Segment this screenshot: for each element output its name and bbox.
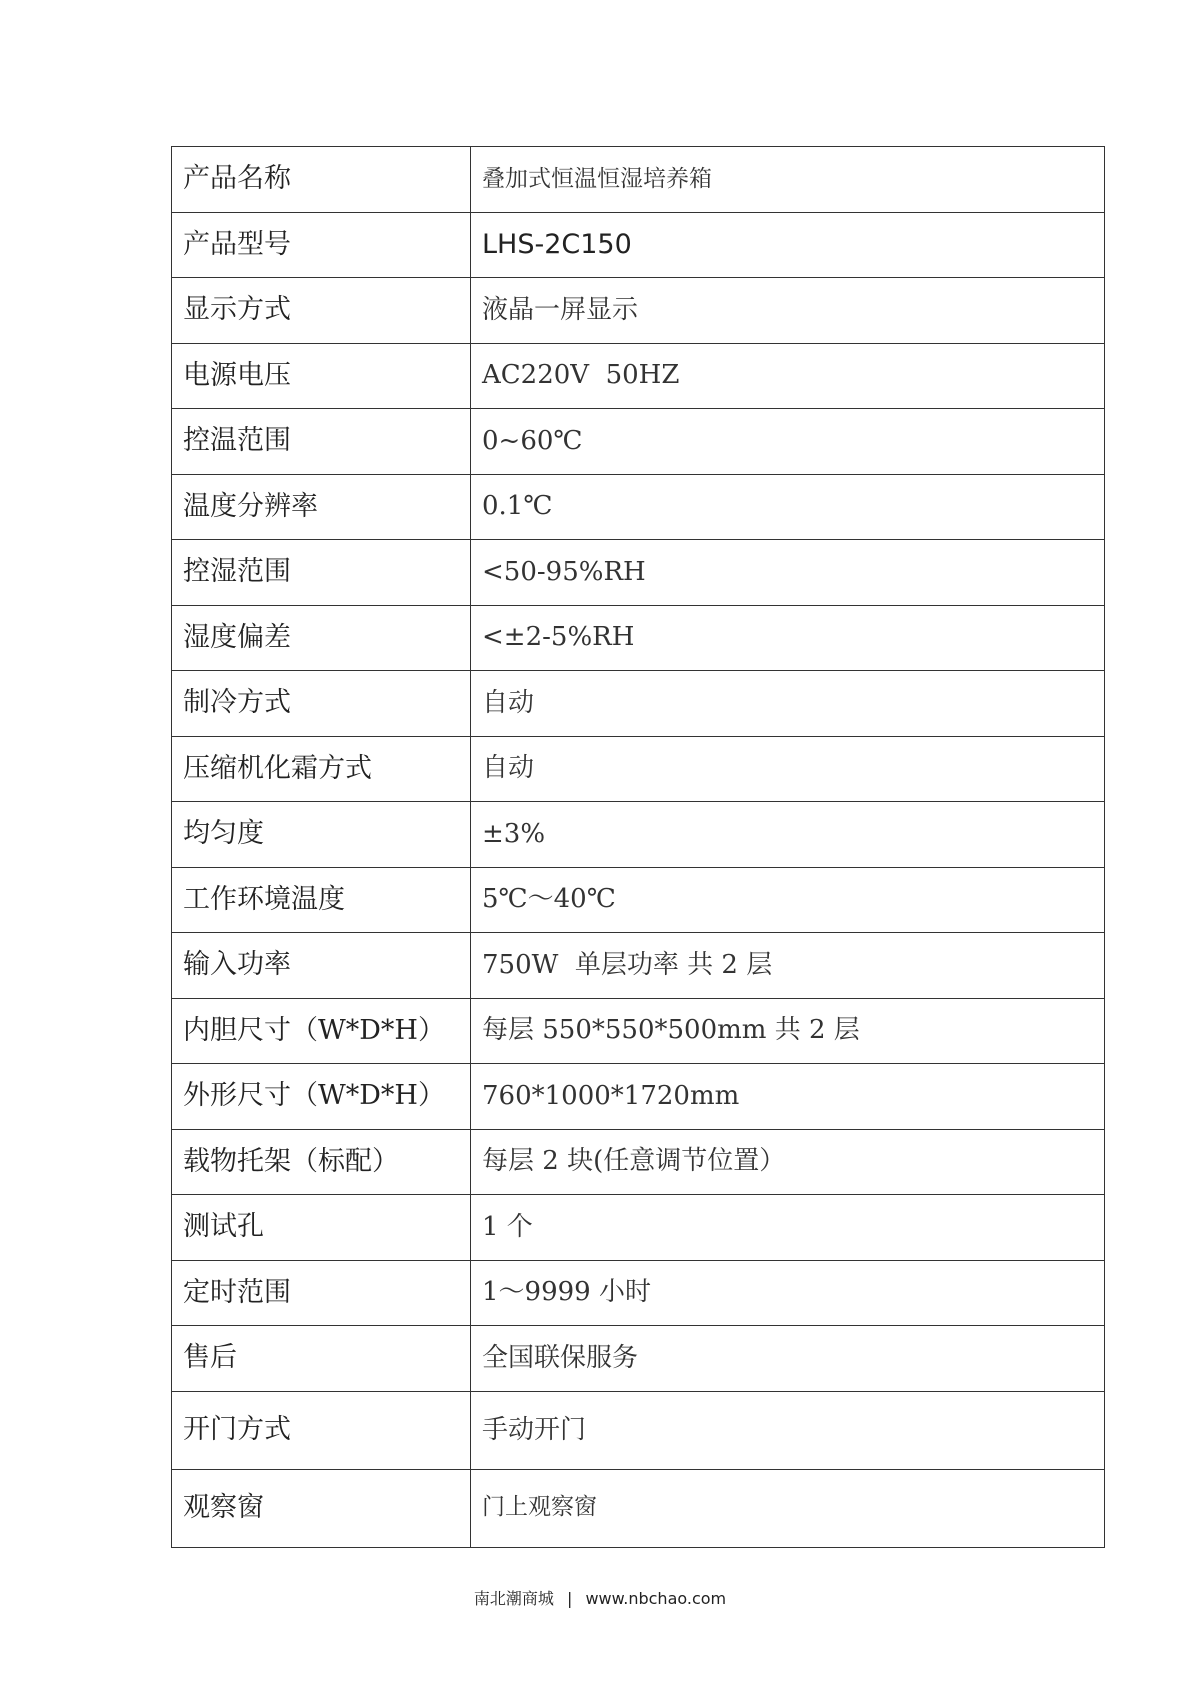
spec-label-test-hole: 测试孔 [172, 1195, 471, 1261]
footer-site-name: 南北潮商城 [473, 1589, 554, 1608]
spec-label-cooling: 制冷方式 [172, 671, 471, 737]
spec-value-product-name: 叠加式恒温恒湿培养箱 [471, 147, 1105, 213]
spec-label-shelves: 载物托架（标配） [172, 1129, 471, 1195]
spec-label-humidity-deviation: 湿度偏差 [172, 605, 471, 671]
table-row [172, 1469, 1105, 1547]
spec-label-inner-size: 内胆尺寸（W*D*H） [172, 998, 471, 1064]
table-row [172, 409, 1105, 475]
spec-value-defrost: 自动 [471, 736, 1105, 802]
spec-label-display: 显示方式 [172, 278, 471, 344]
spec-value-humidity-range: <50-95%RH [471, 540, 1105, 606]
spec-value-temp-range: 0~60℃ [471, 409, 1105, 475]
spec-label-temp-resolution: 温度分辨率 [172, 474, 471, 540]
spec-value-after-sales: 全国联保服务 [471, 1326, 1105, 1392]
spec-value-test-hole: 1 个 [471, 1195, 1105, 1261]
table-row [172, 1129, 1105, 1195]
table-row [172, 802, 1105, 868]
spec-label-defrost: 压缩机化霜方式 [172, 736, 471, 802]
spec-value-outer-size: 760*1000*1720mm [471, 1064, 1105, 1130]
table-row [172, 540, 1105, 606]
spec-table [171, 146, 1105, 1548]
spec-value-viewing-window: 门上观察窗 [471, 1469, 1105, 1547]
table-row [172, 736, 1105, 802]
spec-label-voltage: 电源电压 [172, 343, 471, 409]
table-row [172, 998, 1105, 1064]
table-row [172, 1195, 1105, 1261]
spec-label-viewing-window: 观察窗 [172, 1469, 471, 1547]
table-row [172, 1260, 1105, 1326]
spec-label-timer-range: 定时范围 [172, 1260, 471, 1326]
table-row [172, 1391, 1105, 1469]
table-row [172, 147, 1105, 213]
spec-label-product-name: 产品名称 [172, 147, 471, 213]
spec-label-input-power: 输入功率 [172, 933, 471, 999]
spec-label-uniformity: 均匀度 [172, 802, 471, 868]
spec-label-ambient-temp: 工作环境温度 [172, 867, 471, 933]
page-footer [0, 1586, 1200, 1609]
spec-value-model: LHS-2C150 [471, 212, 1105, 278]
spec-value-cooling: 自动 [471, 671, 1105, 737]
spec-value-ambient-temp: 5℃～40℃ [471, 867, 1105, 933]
spec-label-outer-size: 外形尺寸（W*D*H） [172, 1064, 471, 1130]
table-row [172, 671, 1105, 737]
table-row [172, 867, 1105, 933]
table-row [172, 1064, 1105, 1130]
footer-separator: | [566, 1589, 573, 1608]
spec-value-humidity-deviation: <±2-5%RH [471, 605, 1105, 671]
spec-value-inner-size: 每层 550*550*500mm 共 2 层 [471, 998, 1105, 1064]
table-row [172, 474, 1105, 540]
table-row [172, 278, 1105, 344]
spec-value-door-type: 手动开门 [471, 1391, 1105, 1469]
footer-url-link[interactable]: www.nbchao.com [585, 1589, 727, 1608]
spec-value-voltage: AC220V 50HZ [471, 343, 1105, 409]
spec-value-temp-resolution: 0.1℃ [471, 474, 1105, 540]
table-row [172, 343, 1105, 409]
table-row [172, 212, 1105, 278]
spec-value-input-power: 750W 单层功率 共 2 层 [471, 933, 1105, 999]
spec-label-temp-range: 控温范围 [172, 409, 471, 475]
table-row [172, 605, 1105, 671]
table-row [172, 933, 1105, 999]
spec-value-display: 液晶一屏显示 [471, 278, 1105, 344]
spec-value-shelves: 每层 2 块(任意调节位置） [471, 1129, 1105, 1195]
spec-label-model: 产品型号 [172, 212, 471, 278]
spec-value-uniformity: ±3% [471, 802, 1105, 868]
spec-label-humidity-range: 控湿范围 [172, 540, 471, 606]
spec-value-timer-range: 1～9999 小时 [471, 1260, 1105, 1326]
spec-label-after-sales: 售后 [172, 1326, 471, 1392]
table-row [172, 1326, 1105, 1392]
spec-label-door-type: 开门方式 [172, 1391, 471, 1469]
